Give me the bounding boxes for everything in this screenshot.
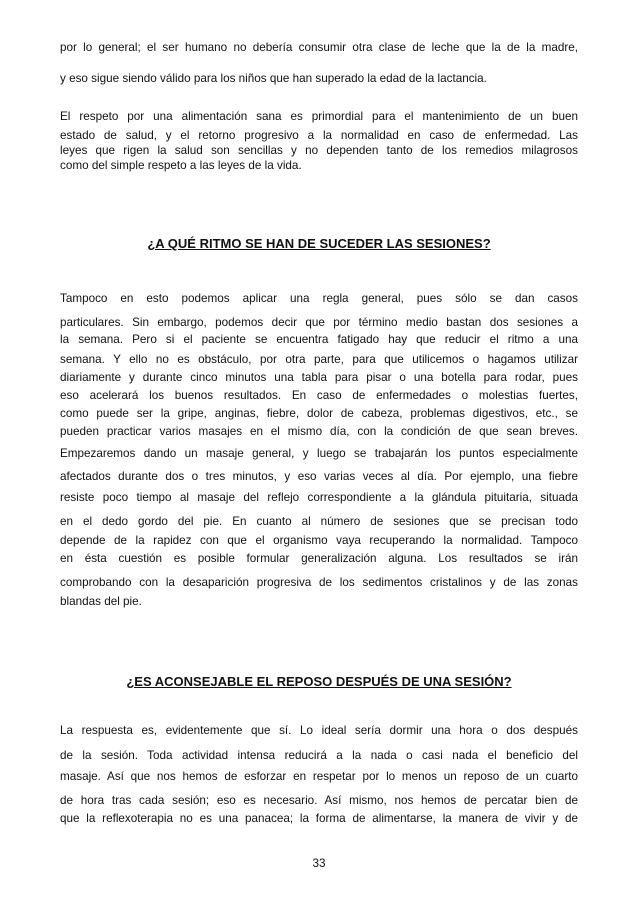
text-line: blandas del pie.	[60, 595, 142, 608]
text-line: afectados durante dos o tres minutos, y eso varias veces al día. Por ejemplo, una fiebre	[60, 470, 578, 483]
text-line: El respeto por una alimentación sana es primordial para el mantenimiento de un buen	[60, 110, 578, 123]
text-line: pueden practicar varios masajes en el mismo día, con la condición de que sean breves.	[60, 425, 578, 438]
section-heading: ¿ES ACONSEJABLE EL REPOSO DESPUÉS DE UNA SESIÓN?	[126, 674, 512, 689]
text-line: semana. Y ello no es obstáculo, por otra parte, para que utilicemos o hagamos utilizar	[60, 353, 578, 366]
text-line: diariamente y durante cinco minutos una tabla para pisar o una botella para rodar, pues	[60, 371, 578, 384]
text-line: comprobando con la desaparición progresiva de los sedimentos cristalinos y de las zonas	[60, 576, 578, 589]
text-line: masaje. Así que nos hemos de esforzar en respetar por lo menos un reposo de un cuarto	[60, 770, 578, 783]
text-line: Empezaremos dando un masaje general, y luego se trabajarán los puntos especialmente	[60, 447, 578, 460]
text-line: Tampoco en esto podemos aplicar una regla general, pues sólo se dan casos	[60, 292, 578, 305]
text-line: de hora tras cada sesión; eso es necesario. Así mismo, nos hemos de percatar bien de	[60, 794, 578, 807]
text-line: leyes que rigen la salud son sencillas y no dependen tanto de los remedios milagrosos	[60, 144, 578, 157]
text-line: que la reflexoterapia no es una panacea; la forma de alimentarse, la manera de vivir y de	[60, 812, 578, 825]
text-line: La respuesta es, evidentemente que sí. Lo ideal sería dormir una hora o dos después	[60, 724, 578, 737]
text-line: la semana. Pero si el paciente se encuentra fatigado hay que reducir el ritmo a una	[60, 333, 578, 346]
text-line: depende de la rapidez con que el organismo vaya recuperando la normalidad. Tampoco	[60, 534, 578, 547]
page-number: 33	[312, 857, 326, 870]
text-line: eso acelerará los buenos resultados. En caso de enfermedades o molestias fuertes,	[60, 389, 578, 402]
text-line: como del simple respeto a las leyes de la vida.	[60, 159, 302, 172]
text-line: en el dedo gordo del pie. En cuanto al número de sesiones que se precisan todo	[60, 515, 578, 528]
text-line: en ésta cuestión es posible formular generalización alguna. Los resultados se irán	[60, 552, 578, 565]
section-heading: ¿A QUÉ RITMO SE HAN DE SUCEDER LAS SESIONES?	[147, 236, 491, 251]
text-line: de la sesión. Toda actividad intensa reducirá a la nada o casi nada el beneficio del	[60, 749, 578, 762]
text-line: resiste poco tiempo al masaje del reflejo correspondiente a la glándula pituitaria, situada	[60, 491, 578, 504]
text-line: particulares. Sin embargo, podemos decir que por término medio bastan dos sesiones a	[60, 316, 578, 329]
text-line: como puede ser la gripe, anginas, fiebre, dolor de cabeza, problemas digestivos, etc., se	[60, 407, 578, 420]
text-line: estado de salud, y el retorno progresivo a la normalidad en caso de enfermedad. Las	[60, 129, 578, 142]
text-line: por lo general; el ser humano no debería consumir otra clase de leche que la de la madre,	[60, 41, 578, 54]
text-line: y eso sigue siendo válido para los niños que han superado la edad de la lactancia.	[60, 72, 487, 85]
